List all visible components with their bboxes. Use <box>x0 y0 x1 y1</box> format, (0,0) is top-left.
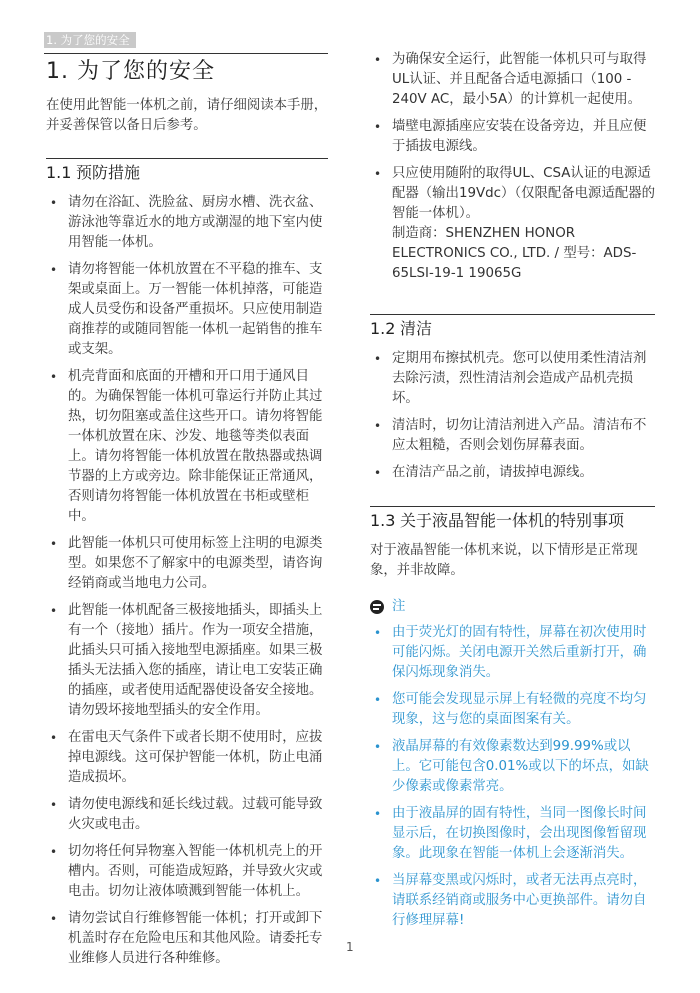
bullet-icon: • <box>374 626 382 640</box>
bullet-icon: • <box>50 604 58 618</box>
list-item <box>370 623 656 683</box>
bullet-icon: • <box>374 874 382 888</box>
list-item-text: 在清洁产品之前，请拔掉电源线。 <box>392 465 593 480</box>
list-item-text: 请勿将智能一体机放置在不平稳的推车、支架或桌面上。万一智能一体机掉落，可能造成人员受伤和设备严重损坏。只应使用制造商推荐的或随同智能一体机一起销售的推车或支架。 <box>68 262 323 357</box>
list-item-text: 只应使用随附的取得UL、CSA认证的电源适配器（输出19Vdc）（仅限配备电源适配器的智能一体机）。 <box>392 166 656 221</box>
bullet-icon: • <box>50 845 58 859</box>
list-item-text: 当屏幕变黑或闪烁时，或者无法再点亮时，请联系经销商或服务中心更换部件。请勿自行修理屏幕! <box>392 873 647 928</box>
list-item <box>46 534 330 594</box>
bullet-icon: • <box>50 912 58 926</box>
section-title: 预防措施 <box>76 163 141 182</box>
list-item <box>370 164 656 284</box>
bullet-icon: • <box>50 798 58 812</box>
list-item-text: 此智能一体机配备三极接地插头，即插头上有一个（接地）插片。作为一项安全措施，此插头只可插入接地型电源插座。如果三极插头无法插入您的插座，请让电工安装正确的插座，或者使用适配器使设备安全接地。请勿毁坏接地型插头的安全作用。 <box>68 603 323 718</box>
bullet-icon: • <box>374 53 382 67</box>
list-item-text: 清洁时，切勿让清洁剂进入产品。清洁布不应太粗糙，否则会划伤屏幕表面。 <box>392 418 647 453</box>
bullet-icon: • <box>374 807 382 821</box>
note-label: 注 <box>392 599 406 614</box>
precautions-list-right <box>370 50 656 284</box>
list-item <box>370 416 656 456</box>
list-item-text: 墙壁电源插座应安装在设备旁边，并且应便于插拔电源线。 <box>392 119 647 154</box>
list-item <box>46 601 330 721</box>
list-item <box>370 804 656 864</box>
list-item <box>46 842 330 902</box>
section-number: 1.2 <box>370 319 396 338</box>
list-item <box>370 50 656 110</box>
page-number: 1 <box>346 940 354 954</box>
section-1-2-rule <box>370 314 655 315</box>
list-item <box>370 463 656 483</box>
list-item-text: 您可能会发现显示屏上有轻微的亮度不均匀现象，这与您的桌面图案有关。 <box>392 692 647 727</box>
running-header-tag: 1. 为了您的安全 <box>44 32 136 48</box>
bullet-icon: • <box>50 263 58 277</box>
list-item <box>370 690 656 730</box>
list-item <box>370 871 656 931</box>
list-item-text: 切勿将任何异物塞入智能一体机机壳上的开槽内。否则，可能造成短路，并导致火灾或电击。切勿让液体喷溅到智能一体机上。 <box>68 844 323 899</box>
list-item <box>370 117 656 157</box>
list-item <box>370 349 656 409</box>
intro-paragraph: 在使用此智能一体机之前，请仔细阅读本手册， 并妥善保管以备日后参考。 <box>46 98 328 133</box>
left-column <box>46 96 330 976</box>
section-title: 清洁 <box>400 319 433 338</box>
lcd-intro-paragraph: 对于液晶智能一体机来说，以下情形是正常现象，并非故障。 <box>370 543 638 578</box>
list-item-text: 液晶屏幕的有效像素数达到99.99%或以上。它可能包含0.01%或以下的坏点，如缺少像素或像素常亮。 <box>392 739 649 794</box>
list-item-text: 由于液晶屏的固有特性，当同一图像长时间显示后，在切换图像时，会出现图像暂留现象。此现象在智能一体机上会逐渐消失。 <box>392 806 647 861</box>
bullet-icon: • <box>50 731 58 745</box>
bullet-icon: • <box>50 196 58 210</box>
cleaning-list <box>370 349 656 483</box>
bullet-icon: • <box>374 419 382 433</box>
section-1-1-rule <box>46 158 328 159</box>
section-1-3-rule <box>370 506 655 507</box>
note-heading <box>370 597 656 617</box>
list-item <box>46 728 330 788</box>
list-item-text: 机壳背面和底面的开槽和开口用于通风目的。为确保智能一体机可靠运行并防止其过热，切勿阻塞或盖住这些开口。请勿将智能一体机放置在床、沙发、地毯等类似表面上。请勿将智能一体机放置在散热器或热调节器的上方或旁边。除非能保证正常通风，否则请勿将智能一体机放置在书柜或壁柜中。 <box>68 369 323 524</box>
section-title: 关于液晶智能一体机的特别事项 <box>400 511 625 530</box>
list-item <box>46 367 330 527</box>
bullet-icon: • <box>374 352 382 366</box>
list-item-text: 定期用布擦拭机壳。您可以使用柔性清洁剂去除污渍，烈性清洁剂会造成产品机壳损坏。 <box>392 351 647 406</box>
bullet-icon: • <box>374 466 382 480</box>
title-rule <box>44 53 328 54</box>
bullet-icon: • <box>50 537 58 551</box>
section-1-1-heading <box>46 162 330 184</box>
section-1-2-heading <box>370 318 656 340</box>
right-column <box>370 50 656 938</box>
list-item <box>46 193 330 253</box>
bullet-icon: • <box>374 167 382 181</box>
list-item-text: 此智能一体机只可使用标签上注明的电源类型。如果您不了解家中的电源类型，请咨询经销商或当地电力公司。 <box>68 536 323 591</box>
list-item <box>46 795 330 835</box>
bullet-icon: • <box>50 370 58 384</box>
lcd-notes-list <box>370 623 656 931</box>
bullet-icon: • <box>374 740 382 754</box>
page-title: 1. 为了您的安全 <box>46 59 215 84</box>
manufacturer-text: 制造商：SHENZHEN HONOR ELECTRONICS CO., LTD. / 型号：ADS-65LSI-19-1 19065G <box>392 226 637 281</box>
list-item <box>370 737 656 797</box>
list-item-text: 请勿尝试自行维修智能一体机；打开或卸下机盖时存在危险电压和其他风险。请委托专业维修人员进行各种维修。 <box>68 911 323 966</box>
list-item-text: 请勿在浴缸、洗脸盆、厨房水槽、洗衣盆、游泳池等靠近水的地方或潮湿的地下室内使用智能一体机。 <box>68 195 323 250</box>
list-item <box>46 909 330 969</box>
list-item-text: 为确保安全运行，此智能一体机只可与取得UL认证、并且配备合适电源插口（100 - 240V AC，最小5A）的计算机一起使用。 <box>392 52 647 107</box>
note-icon <box>370 600 384 614</box>
section-number: 1.1 <box>46 163 72 182</box>
list-item-text: 由于荧光灯的固有特性，屏幕在初次使用时可能闪烁。关闭电源开关然后重新打开，确保闪烁现象消失。 <box>392 625 647 680</box>
list-item <box>46 260 330 360</box>
precautions-list-left <box>46 193 330 969</box>
bullet-icon: • <box>374 693 382 707</box>
list-item-text: 请勿使电源线和延长线过载。过载可能导致火灾或电击。 <box>68 797 323 832</box>
section-number: 1.3 <box>370 511 396 530</box>
section-1-3-heading <box>370 510 656 532</box>
bullet-icon: • <box>374 120 382 134</box>
list-item-text: 在雷电天气条件下或者长期不使用时，应拔掉电源线。这可保护智能一体机，防止电涌造成损坏。 <box>68 730 323 785</box>
